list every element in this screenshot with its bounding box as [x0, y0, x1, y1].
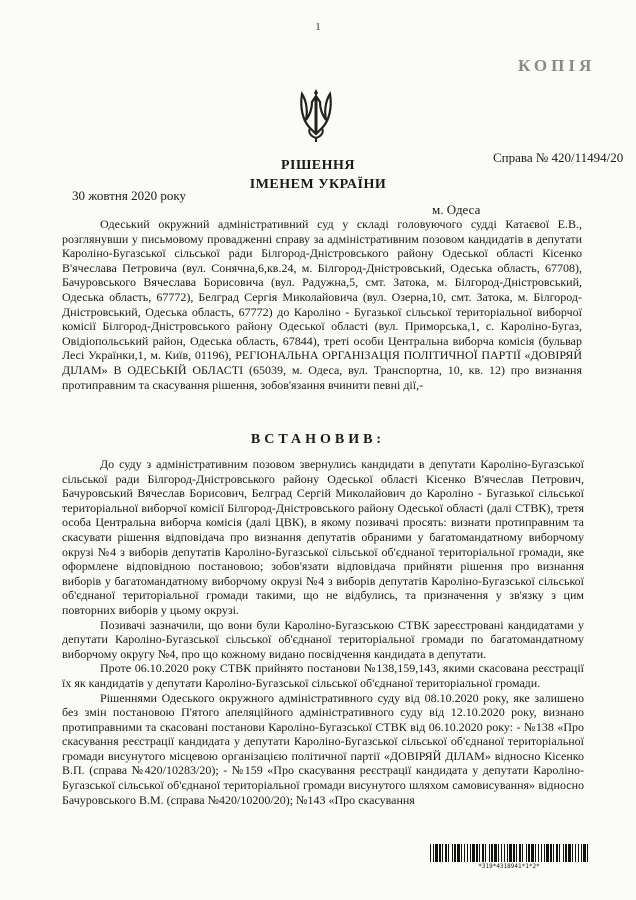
barcode-bar: [581, 844, 582, 862]
coat-of-arms-icon: [296, 86, 336, 144]
barcode-bar: [461, 844, 462, 862]
barcode-bar: [448, 844, 449, 862]
barcode-bar: [482, 844, 484, 862]
barcode-bar: [541, 844, 542, 862]
barcode-bar: [467, 844, 468, 862]
barcode-bar: [556, 844, 558, 862]
barcode-bar: [485, 844, 486, 862]
barcode-bar: [531, 844, 534, 862]
barcode-bar: [479, 844, 480, 862]
barcode-bar: [470, 844, 471, 862]
copy-stamp: КОПІЯ: [518, 56, 596, 75]
body-paragraph: Рішеннями Одеського окружного адміністративного суду від 08.10.2020 року, яке залишено без змін постановою П'ятого апеляційного адміністративного суду від 12.10.2020 року, визнано протиправними та скасовані постанови Кароліно-Бугазської СТВК від 06.10.2020 року: - №138 «Про скасування реєстрації кандидата у депутати Кароліно-Бугазської сільської об'єднаної територіальної громади висунутого місцевою організацією політичної партії «ДОВІРЯЙ ДІЛАМ» відносно Кісенко В.П. (справа №420/10283/20); - №159 «Про скасування реєстрації кандидата у депутати Кароліно-Бугазської сільської об'єднаної територіальної громади висунутого шляхом самовисування» відносно Бачуровського В.М. (справа №420/10200/20); №143 «Про скасування: [62, 690, 584, 807]
document-subtitle: ІМЕНЕМ УКРАЇНИ: [249, 177, 387, 192]
barcode-bar: [494, 844, 497, 862]
page-number: 1: [315, 22, 321, 33]
body-paragraph: Позивачі зазначили, що вони були Кароліно-Бугазською СТВК зареєстровані кандидатами у депутати Кароліно-Бугазської сільської об'єднаної територіальної громади по багатомандатному виборчому округу №4, про що кожному видано посвідчення кандидата в депутати.: [62, 617, 584, 661]
barcode-bar: [546, 844, 549, 862]
barcode-bar: [476, 844, 478, 862]
body-section: [62, 457, 584, 807]
document-title: РІШЕННЯ: [280, 158, 356, 173]
decision-city: м. Одеса: [432, 202, 481, 217]
barcode-bar: [442, 844, 443, 862]
barcode-bar: [445, 844, 447, 862]
barcode-bar: [464, 844, 465, 862]
barcode-bar: [507, 844, 508, 862]
barcode-bar: [559, 844, 560, 862]
body-paragraph: До суду з адміністративним позовом звернулись кандидати в депутати Кароліно-Бугазської сільської ради Білгород-Дністровського району Одеської області Кісенко В'ячеслав Петрович, Бачуровський Вячеслав Борисович, Белград Сергій Миколайович до Кароліно - Бугазької сільської територіальної виборчої комісії Білгород-Дністровського району Одеської області (далі СТВК), третя особа Центральна виборча комісія (далі ЦВК), в якому позивачі просять: визнати протиправним та скасувати рішення відповідача про визнання депутатів обраними у багатомандатному виборчому окрузі №4 з виборів депутатів Кароліно-Бугазської сільської об'єднаної територіальної громади, яке оформлене відповідною постановою; зобов'язати відповідача прийняти рішення про визнання виборів у багатомандатному виборчому окрузі №4 з виборів депутатів Кароліно-Бугазської сільської об'єднаної територіальної громади такими, що не відбулись, та призначення у зв'язку з цим повторних виборів у цьому окрузі.: [62, 457, 584, 617]
barcode-bar: [430, 844, 431, 862]
barcode-bar: [501, 844, 502, 862]
barcode-bar: [498, 844, 499, 862]
barcode-bar: [472, 844, 475, 862]
barcode-bar: [583, 844, 586, 862]
barcode-bar: [433, 844, 434, 862]
barcode-bar: [565, 844, 567, 862]
barcode-bar: [528, 844, 530, 862]
barcode-bar: [550, 844, 552, 862]
barcode-bar: [526, 844, 527, 862]
barcode-bar: [435, 844, 438, 862]
barcode-bar: [504, 844, 505, 862]
decision-date: 30 жовтня 2020 року: [72, 188, 186, 203]
body-paragraph: Проте 06.10.2020 року СТВК прийнято постанови №138,159,143, якими скасована реєстрації їх як кандидатів у депутати Кароліно-Бугазської сільської об'єднаної територіальної громади.: [62, 661, 584, 690]
barcode-bar: [509, 844, 512, 862]
intro-section: [62, 217, 582, 392]
barcode-bar: [522, 844, 523, 862]
barcode-bar: [587, 844, 588, 862]
barcode-bar: [563, 844, 564, 862]
barcode-bar: [452, 844, 453, 862]
barcode-bar: [575, 844, 576, 862]
barcode-bar: [513, 844, 515, 862]
barcode-bar: [538, 844, 539, 862]
barcode-text: *319*4318941*1*2*: [478, 863, 540, 870]
barcode-bar: [535, 844, 536, 862]
barcode-bar: [454, 844, 456, 862]
barcode-bar: [457, 844, 460, 862]
intro-paragraph: Одеський окружний адміністративний суд у складі головуючого судді Катаєвої Е.В., розглянувши у письмовому провадженні справу за адміністративним позовом кандидатів в депутати Кароліно-Бугазської сільської ради Білгород-Дністровського району Одеської області Кісенко В'ячеслава Петровича (вул. Сонячна,6,кв.24, м. Білгород-Дністровський, Одеська область, 67708), Бачуровського Вячеслава Борисовича (вул. Радужна,5, смт. Затока, м. Білгород-Дністровський, Одеська область, 67772), Белград Сергія Миколайовича (вул. Озерна,10, смт. Затока, м. Білгород-Дністровський, Одеська область, 67772) до Кароліно - Бугазької сільської територіальної виборчої комісії Білгород-Дністровського району Одеської області (вул. Приморська,1, с. Кароліно-Бугаз, Овідіопольський район, Одеська область, 67844), треті особи Центральна виборча комісія (бульвар Лесі Українки,1, м. Київ, 01196), РЕГІОНАЛЬНА ОРГАНІЗАЦІЯ ПОЛІТИЧНОЇ ПАРТІЇ «ДОВІРЯЙ ДІЛАМ» В ОДЕСЬКІЙ ОБЛАСТІ (65039, м. Одеса, вул. Транспортна, 10, кв. 12) про визнання протиправним та скасування рішення, зобов'язання вчинити певні дії,-: [62, 217, 582, 392]
barcode-bar: [578, 844, 579, 862]
case-number: Справа № 420/11494/20: [493, 150, 624, 165]
barcode-bar: [553, 844, 554, 862]
barcode-bar: [568, 844, 571, 862]
barcode-bar: [489, 844, 490, 862]
barcode-bar: [516, 844, 517, 862]
section-heading: ВСТАНОВИВ:: [250, 432, 386, 447]
barcode-bar: [544, 844, 545, 862]
barcode-bar: [519, 844, 521, 862]
barcode-bar: [572, 844, 573, 862]
barcode-bar: [439, 844, 441, 862]
barcode-bar: [491, 844, 493, 862]
barcode: [430, 844, 588, 862]
